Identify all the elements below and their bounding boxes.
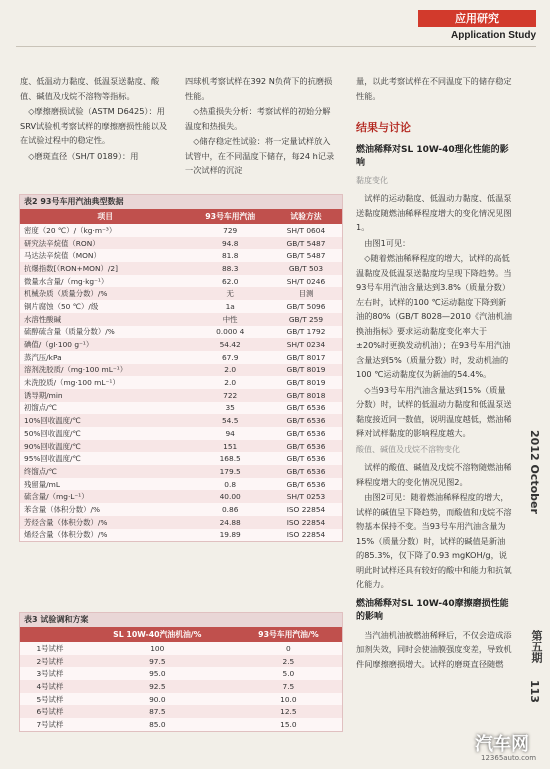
table-cell: GB/T 259: [270, 313, 342, 326]
column-2: [185, 74, 335, 179]
section-title-en: Application Study: [451, 30, 536, 41]
table-cell: 90%回收温度/℃: [20, 440, 190, 453]
table-cell: GB/T 8018: [270, 389, 342, 402]
table-cell: 54.5: [190, 414, 270, 427]
watermark-url: 12365auto.com: [481, 754, 537, 762]
table-cell: GB/T 6536: [270, 478, 342, 491]
table-row: [20, 376, 342, 389]
table-cell: 0.8: [190, 478, 270, 491]
table-cell: SH/T 0246: [270, 275, 342, 288]
table-cell: 94.8: [190, 237, 270, 250]
column-3: [356, 74, 512, 672]
table-cell: GB/T 503: [270, 262, 342, 275]
table-cell: GB/T 6536: [270, 402, 342, 415]
paragraph: ◇当93号车用汽油含量达到15%（质量分数）时，试样的低温动力黏度和低温泵送黏度接近同一数值，说明温度越低，燃油稀释对试样黏度的影响程度越大。: [356, 384, 512, 438]
table-cell: 92.5: [80, 680, 235, 693]
table-cell: 目测: [270, 287, 342, 300]
table-cell: ISO 22854: [270, 503, 342, 516]
section-heading: 结果与讨论: [356, 121, 411, 134]
table-row: [20, 516, 342, 529]
table-cell: 19.89: [190, 529, 270, 542]
subsection-heading: 燃油稀释对SL 10W-40摩擦磨损性能的影响: [356, 598, 509, 622]
table-row: [20, 705, 342, 718]
table-cell: 179.5: [190, 465, 270, 478]
table-header: 试验方法: [270, 209, 342, 224]
table-cell: 终馏点/℃: [20, 465, 190, 478]
paragraph: ◇储存稳定性试验：将一定量试样放入试管中，在不同温度下储存，每24 h记录一次试样的沉淀: [185, 136, 335, 175]
table-cell: 蒸汽压/kPa: [20, 351, 190, 364]
table-2: [19, 194, 343, 542]
table-cell: GB/T 5487: [270, 249, 342, 262]
paragraph: 由图1可见：: [364, 237, 411, 248]
paragraph: ◇热重损失分析：考察试样的初始分解温度和热损失。: [185, 106, 331, 131]
table-row: [20, 262, 342, 275]
table-cell: 168.5: [190, 452, 270, 465]
table-caption: 表3 试验调和方案: [20, 613, 342, 627]
table-cell: ISO 22854: [270, 516, 342, 529]
table-row: [20, 478, 342, 491]
table-row: [20, 427, 342, 440]
table-caption: 表2 93号车用汽油典型数据: [20, 195, 342, 209]
table-cell: 81.8: [190, 249, 270, 262]
table-cell: 5号试样: [20, 693, 80, 706]
paragraph: ◇磨斑直径（SH/T 0189）：用: [28, 150, 139, 161]
table-cell: 15.0: [235, 718, 342, 731]
table-row: [20, 249, 342, 262]
table-cell: 87.5: [80, 705, 235, 718]
table-cell: GB/T 8017: [270, 351, 342, 364]
table-cell: 1a: [190, 300, 270, 313]
table-cell: 90.0: [80, 693, 235, 706]
table-cell: 2号试样: [20, 655, 80, 668]
table-row: [20, 313, 342, 326]
table-row: [20, 440, 342, 453]
table-cell: 3号试样: [20, 667, 80, 680]
table-cell: 诱导期/min: [20, 389, 190, 402]
table-cell: 1号试样: [20, 642, 80, 655]
table-cell: GB/T 5096: [270, 300, 342, 313]
table-cell: 7.5: [235, 680, 342, 693]
paragraph: ◇随着燃油稀释程度的增大，试样的高低温黏度及低温泵送黏度均呈现下降趋势。当93号车用汽油含量达到3.8%（质量分数）左右时，试样的100 ℃运动黏度下降到新油的80%（GB/T 8028—2010《汽油机油换油指标》要求运动黏度变化率大于±20%时更换发动机油）；在93号车用汽油含量达到5%（质量分数）时，发动机油的100 ℃运动黏度仅为新油的54.4%。: [356, 253, 512, 379]
table-cell: 0.000 4: [190, 326, 270, 339]
issue-date: 2012 October: [528, 430, 541, 514]
table-row: [20, 642, 342, 655]
table-row: [20, 452, 342, 465]
issue-sidebar: [526, 430, 546, 703]
table-row: [20, 718, 342, 731]
paragraph: 试样的运动黏度、低温动力黏度、低温泵送黏度随燃油稀释程度增大的变化情况见图1。: [356, 193, 512, 232]
table-header: 93号车用汽油: [190, 209, 270, 224]
sub-subsection-heading: 酸值、碱值及戊烷不溶物变化: [356, 444, 460, 454]
table-cell: 7号试样: [20, 718, 80, 731]
table-cell: 5.0: [235, 667, 342, 680]
table-row: [20, 364, 342, 377]
table-cell: GB/T 8019: [270, 376, 342, 389]
table-row: [20, 465, 342, 478]
table-cell: GB/T 6536: [270, 465, 342, 478]
table-cell: 烯烃含量（体积分数）/%: [20, 529, 190, 542]
table-cell: 722: [190, 389, 270, 402]
section-title-cn: 应用研究: [418, 10, 536, 27]
table-cell: 95.0: [80, 667, 235, 680]
table-row: [20, 503, 342, 516]
paragraph: 度、低温动力黏度、低温泵送黏度、酸值、碱值及戊烷不溶物等指标。: [20, 76, 160, 101]
header-divider: [16, 46, 536, 47]
table-cell: GB/T 1792: [270, 326, 342, 339]
table-row: [20, 351, 342, 364]
table-row: [20, 338, 342, 351]
table-row: [20, 237, 342, 250]
watermark-text: 汽车网: [475, 734, 529, 755]
table-cell: 4号试样: [20, 680, 80, 693]
paragraph: 当汽油机油被燃油稀释后，不仅会造成添加剂失效，同时会使油膜强度变差，导致机件间摩擦磨损增大。试样的磨斑直径随燃: [356, 629, 512, 669]
paragraph: ◇摩擦磨损试验（ASTM D6425）：用SRV试验机考察试样的摩擦磨损性能以及在试验过程中的稳定性。: [20, 106, 168, 145]
table-body: [20, 642, 342, 731]
paragraph: 量，以此考察试样在不同温度下的储存稳定性能。: [356, 76, 512, 101]
table-row: [20, 414, 342, 427]
table-cell: 12.5: [235, 705, 342, 718]
table-cell: 2.0: [190, 364, 270, 377]
table-cell: GB/T 6536: [270, 452, 342, 465]
table-row: [20, 389, 342, 402]
table-cell: GB/T 8019: [270, 364, 342, 377]
table-row: [20, 693, 342, 706]
table-cell: 24.88: [190, 516, 270, 529]
table-cell: 40.00: [190, 490, 270, 503]
table-row: [20, 300, 342, 313]
table-header: [20, 627, 80, 642]
table-cell: 残留量/mL: [20, 478, 190, 491]
table-cell: 抗爆指数[（RON+MON）/2]: [20, 262, 190, 275]
table-cell: 10%回收温度/℃: [20, 414, 190, 427]
table-row: [20, 680, 342, 693]
table-body: [20, 224, 342, 541]
table-cell: 85.0: [80, 718, 235, 731]
page-header: [0, 0, 550, 46]
paragraph: 四球机考察试样在392 N负荷下的抗磨损性能。: [185, 76, 333, 101]
table-row: [20, 490, 342, 503]
issue-number: 第五期: [530, 630, 543, 663]
table-row: [20, 326, 342, 339]
sub-subsection-heading: 黏度变化: [356, 175, 388, 185]
table-cell: 97.5: [80, 655, 235, 668]
table-row: [20, 275, 342, 288]
table-cell: 94: [190, 427, 270, 440]
table-row: [20, 402, 342, 415]
table-cell: 0: [235, 642, 342, 655]
table-row: [20, 287, 342, 300]
table-cell: 铜片腐蚀（50 ℃）/级: [20, 300, 190, 313]
table-cell: 50%回收温度/℃: [20, 427, 190, 440]
table-cell: SH/T 0604: [270, 224, 342, 237]
table-cell: 微量水含量/（mg·kg⁻¹）: [20, 275, 190, 288]
table-cell: 未洗胶质/（mg·100 mL⁻¹）: [20, 376, 190, 389]
table-cell: 机械杂质（质量分数）/%: [20, 287, 190, 300]
table-cell: 水溶性酸碱: [20, 313, 190, 326]
table-cell: 碘值/（gI·100 g⁻¹）: [20, 338, 190, 351]
table-cell: 密度（20 ℃）/（kg·m⁻³）: [20, 224, 190, 237]
table-cell: GB/T 5487: [270, 237, 342, 250]
table-cell: GB/T 6536: [270, 414, 342, 427]
table-row: [20, 655, 342, 668]
table-cell: ISO 22854: [270, 529, 342, 542]
watermark-logo: [467, 716, 547, 766]
table-cell: 0.86: [190, 503, 270, 516]
table-cell: 硫醇硫含量（质量分数）/%: [20, 326, 190, 339]
table-row: [20, 667, 342, 680]
table-header: 项目: [20, 209, 190, 224]
table-cell: 溶剂洗胶质/（mg·100 mL⁻¹）: [20, 364, 190, 377]
table-cell: 硫含量/（mg·L⁻¹）: [20, 490, 190, 503]
table-cell: 2.0: [190, 376, 270, 389]
table-cell: 62.0: [190, 275, 270, 288]
table-cell: 苯含量（体积分数）/%: [20, 503, 190, 516]
table-cell: 67.9: [190, 351, 270, 364]
table-cell: 6号试样: [20, 705, 80, 718]
table-row: [20, 224, 342, 237]
table-cell: 研究法辛烷值（RON）: [20, 237, 190, 250]
page-number: 113: [528, 680, 541, 703]
table-cell: 初馏点/℃: [20, 402, 190, 415]
table-cell: 10.0: [235, 693, 342, 706]
paragraph: 试样的酸值、碱值及戊烷不溶物随燃油稀释程度增大的变化情况见图2。: [356, 462, 512, 487]
table-row: [20, 529, 342, 542]
column-1: [20, 74, 170, 164]
table-cell: 35: [190, 402, 270, 415]
table-cell: GB/T 6536: [270, 427, 342, 440]
table-cell: 马达法辛烷值（MON）: [20, 249, 190, 262]
table-cell: SH/T 0234: [270, 338, 342, 351]
table-cell: 100: [80, 642, 235, 655]
table-cell: 729: [190, 224, 270, 237]
table-cell: 无: [190, 287, 270, 300]
table-header: SL 10W-40汽油机油/%: [80, 627, 235, 642]
table-cell: 88.3: [190, 262, 270, 275]
subsection-heading: 燃油稀释对SL 10W-40理化性能的影响: [356, 144, 509, 168]
table-cell: 95%回收温度/℃: [20, 452, 190, 465]
table-cell: GB/T 6536: [270, 440, 342, 453]
table-cell: 151: [190, 440, 270, 453]
table-cell: 54.42: [190, 338, 270, 351]
table-cell: SH/T 0253: [270, 490, 342, 503]
table-cell: 中性: [190, 313, 270, 326]
table-header: 93号车用汽油/%: [235, 627, 342, 642]
table-cell: 2.5: [235, 655, 342, 668]
table-cell: 芳烃含量（体积分数）/%: [20, 516, 190, 529]
paragraph: 由图2可见：随着燃油稀释程度的增大，试样的碱值呈下降趋势，而酸值和戊烷不溶物基本保持不变。当93号车用汽油含量为15%（质量分数）时，试样的碱值是新油的85.3%，仅下降了0.93 mgKOH/g，说明此时试样还具有较好的酸中和能力和抗氧化能力。: [356, 492, 512, 589]
table-3: [19, 612, 343, 732]
